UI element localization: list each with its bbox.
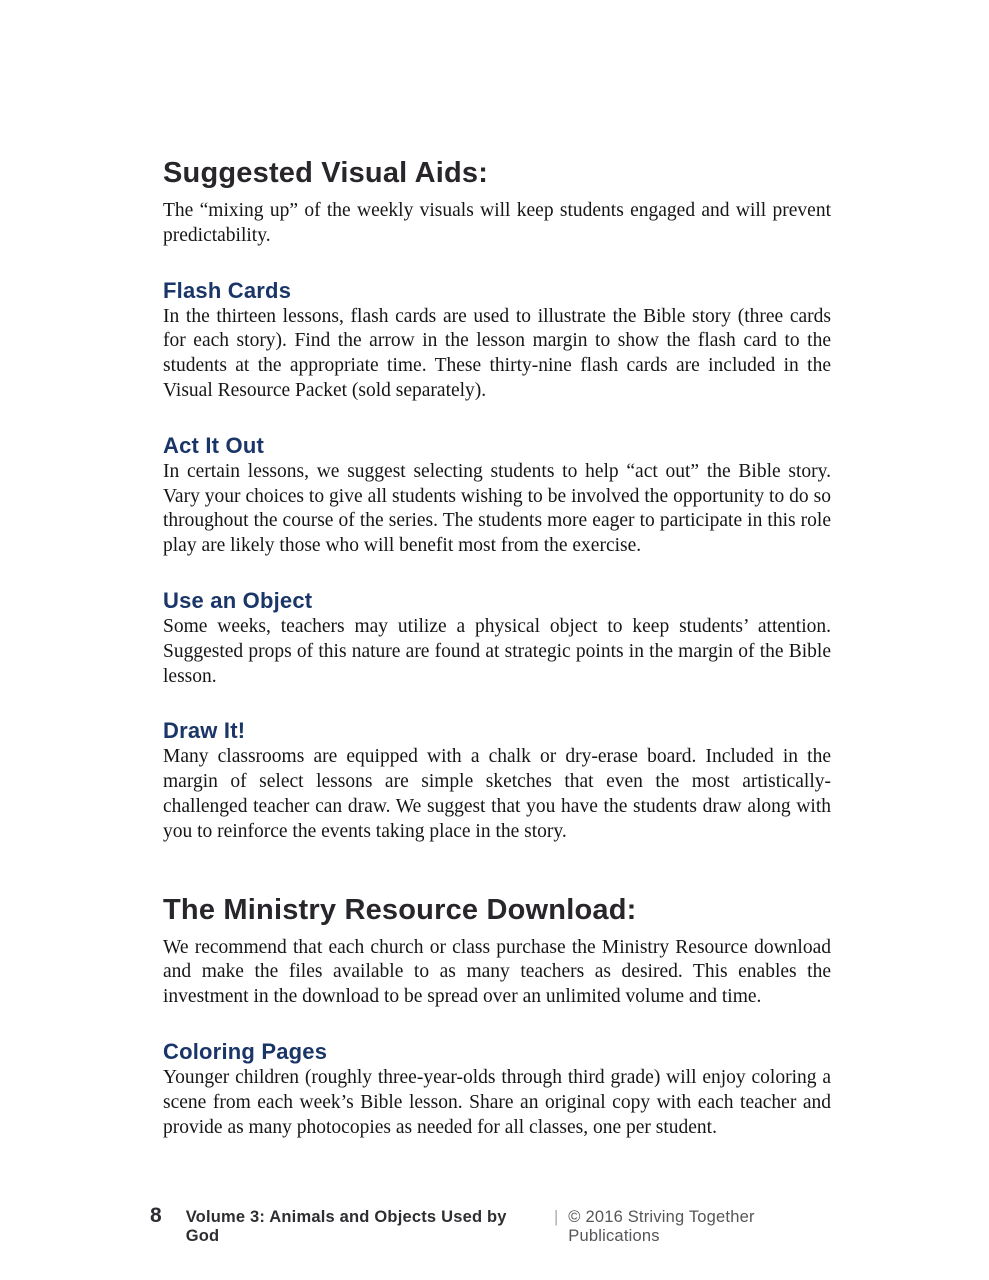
subsection-heading-coloring-pages: Coloring Pages [163,1038,328,1064]
subsection-body-flash-cards: In the thirteen lessons, flash cards are used to illustrate the Bible story (three cards for each story). Find the arrow in the lesson margin to show the flash card to the students at the appropriate time. These thirty-nine flash cards are included in the Visual Resource Packet (sold separately). [163,305,831,401]
text-column [163,0,831,1140]
section-title-ministry-resource-download: The Ministry Resource Download: [163,893,637,926]
subsection-body-coloring-pages: Younger children (roughly three-year-olds through third grade) will enjoy coloring a scene from each week’s Bible lesson. Share an original copy with each teacher and provide as many photocopies as needed for all classes, one per student. [163,1066,831,1138]
footer-copyright: © 2016 Striving Together Publications [568,1208,755,1245]
subsection-body-act-it-out: In certain lessons, we suggest selecting students to help “act out” the Bible story. Vary your choices to give all students wishing to be involved the opportunity to do so throughout the course of the series. The students more eager to participate in this role play are likely those who will benefit most from the exercise. [163,460,831,557]
page-number: 8 [150,1204,162,1227]
subsection-heading-draw-it: Draw It! [163,718,246,744]
section-title-suggested-visual-aids: Suggested Visual Aids: [163,157,489,189]
intro-paragraph-visual-aids: The “mixing up” of the weekly visuals will keep students engaged and will prevent predictability. [163,200,831,246]
footer-separator: | [554,1208,559,1226]
subsection-heading-flash-cards: Flash Cards [163,277,292,303]
subsection-body-draw-it: Many classrooms are equipped with a chalk or dry-erase board. Included in the margin of select lessons are simple sketches that even the most artistically-challenged teacher can draw. We suggest that you have the students draw along with you to reinforce the events taking place in the story. [163,746,831,842]
intro-paragraph-ministry-resource: We recommend that each church or class purchase the Ministry Resource download and make the files available to as many teachers as desired. This enables the investment in the download to be spread over an unlimited volume and time. [163,936,831,1008]
subsection-body-use-an-object: Some weeks, teachers may utilize a physical object to keep students’ attention. Suggested props of this nature are found at strategic points in the margin of the Bible lesson. [163,615,831,687]
subsection-heading-use-an-object: Use an Object [163,587,313,613]
subsection-heading-act-it-out: Act It Out [163,432,264,458]
page-footer [150,1204,850,1246]
footer-book-title: Volume 3: Animals and Objects Used by God [185,1208,507,1245]
